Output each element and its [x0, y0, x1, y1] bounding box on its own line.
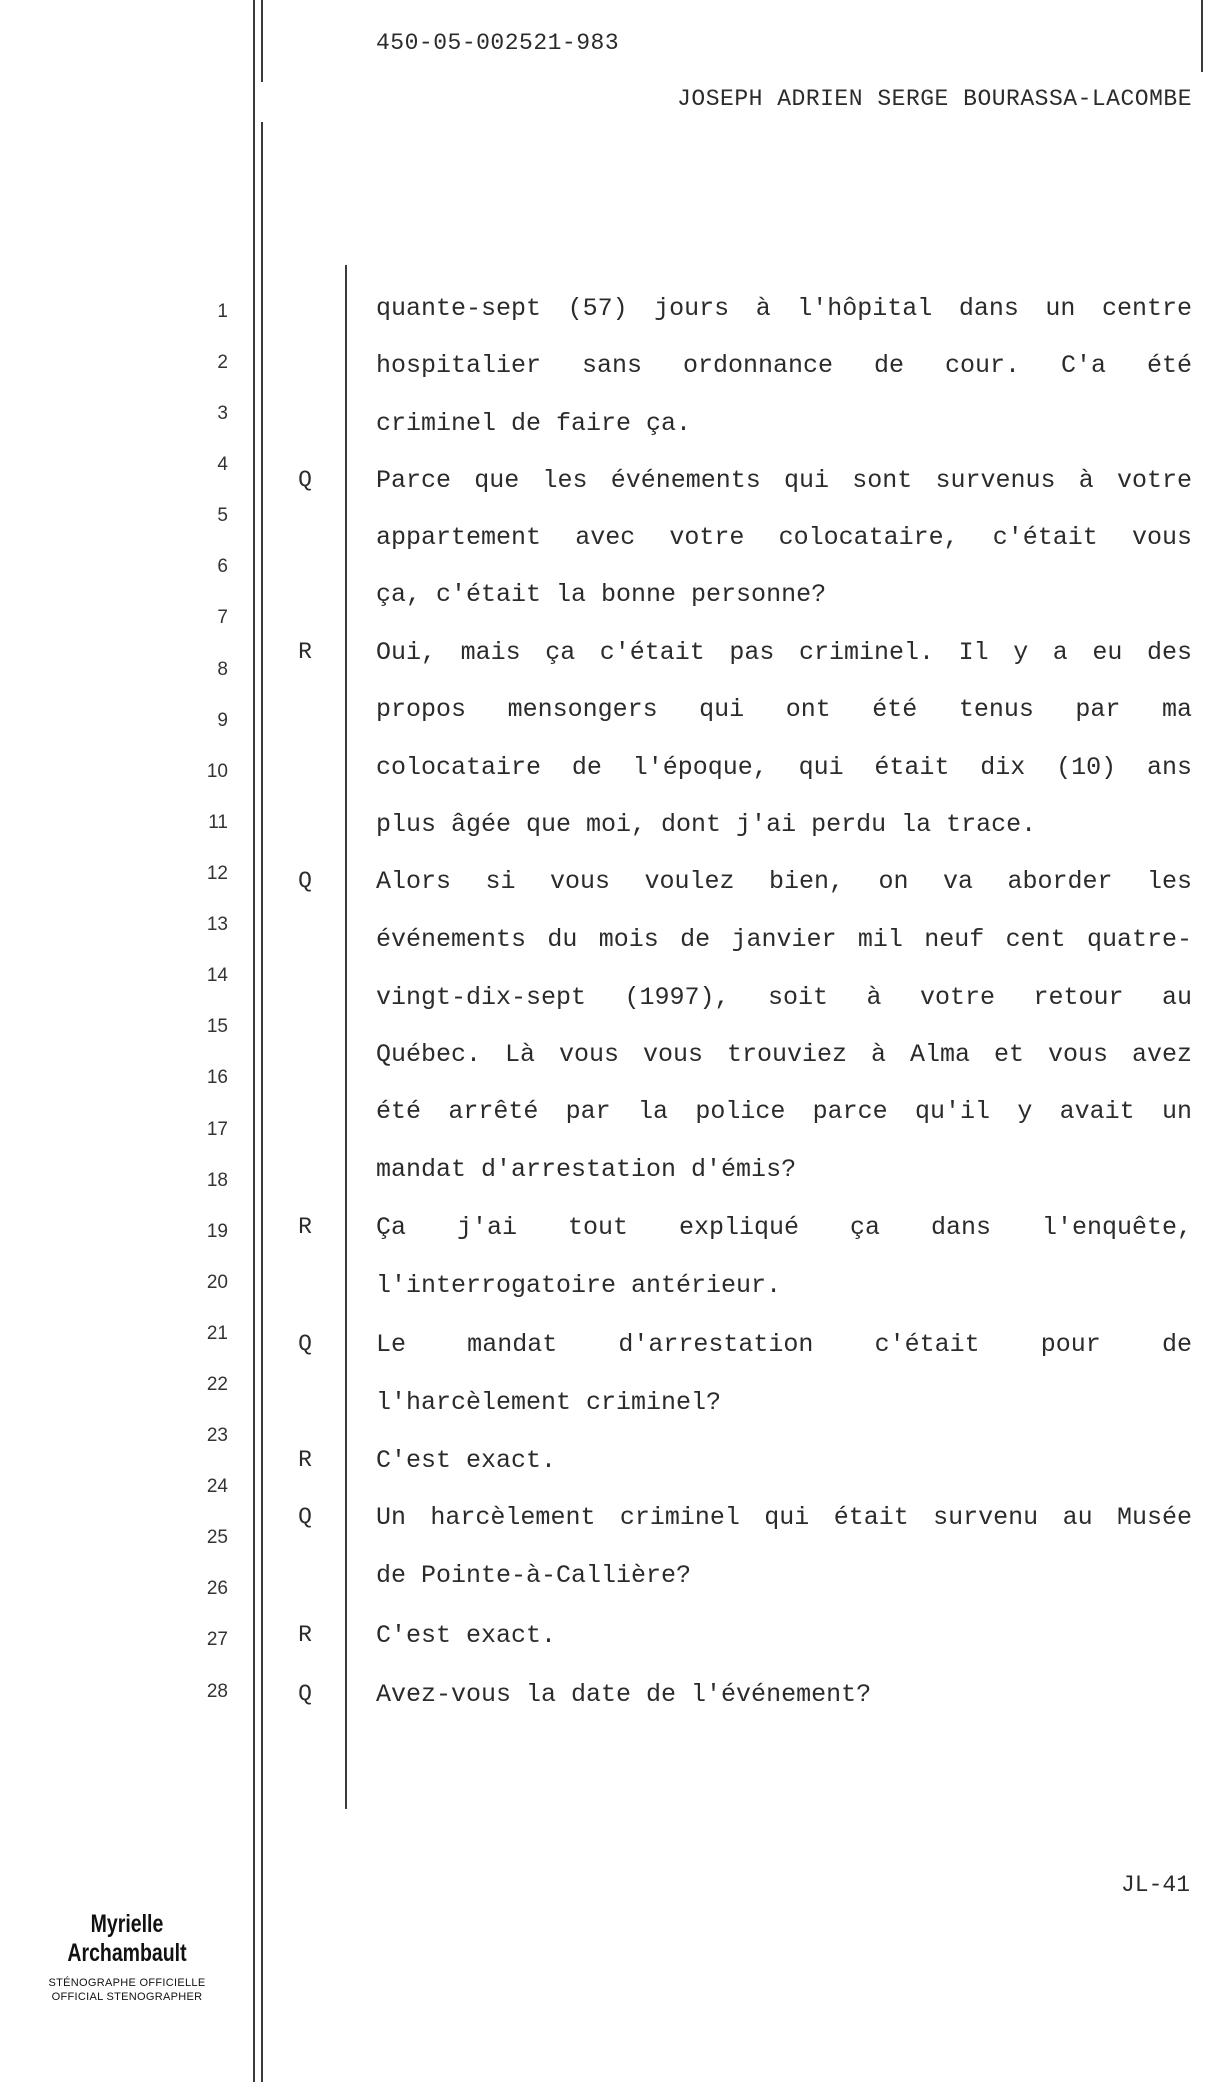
transcript-line: événements du mois de janvier mil neuf cent quatre-	[376, 925, 1192, 954]
line-number: 7	[217, 607, 228, 628]
line-number: 3	[217, 403, 228, 424]
line-number: 17	[206, 1119, 228, 1140]
transcript-line: mandat d'arrestation d'émis?	[376, 1155, 797, 1184]
transcript-line: quante-sept (57) jours à l'hôpital dans un centre	[376, 294, 1192, 323]
speaker-label-question: Q	[298, 467, 312, 493]
transcript-line: appartement avec votre colocataire, c'était vous	[376, 523, 1192, 552]
stenographer-title-fr: STÉNOGRAPHE OFFICIELLE	[48, 1977, 206, 1989]
speaker-label-question: Q	[298, 868, 312, 894]
speaker-label-question: Q	[298, 1681, 312, 1707]
transcript-line: hospitalier sans ordonnance de cour. C'a été	[376, 351, 1192, 380]
transcript-line: colocataire de l'époque, qui était dix (10) ans	[376, 753, 1192, 782]
transcript-line: de Pointe-à-Callière?	[376, 1561, 692, 1590]
line-number: 5	[217, 505, 228, 526]
line-number: 27	[206, 1629, 228, 1650]
stenographer-name: Myrielle Archambault	[67, 1910, 187, 1967]
line-number: 23	[206, 1425, 228, 1446]
line-number: 1	[217, 301, 228, 322]
transcript-line: Avez-vous la date de l'événement?	[376, 1680, 872, 1709]
transcript-line: plus âgée que moi, dont j'ai perdu la trace.	[376, 810, 1037, 839]
line-number: 8	[217, 659, 228, 680]
line-number: 10	[206, 761, 228, 782]
transcript-line: ça, c'était la bonne personne?	[376, 580, 827, 609]
transcript-line: l'interrogatoire antérieur.	[376, 1271, 782, 1300]
line-number: 14	[206, 965, 228, 986]
speaker-label-answer: R	[298, 639, 312, 665]
transcript-line: été arrêté par la police parce qu'il y avait un	[376, 1097, 1192, 1126]
line-number: 9	[217, 710, 228, 731]
line-number: 16	[206, 1067, 228, 1088]
line-number: 15	[206, 1016, 228, 1037]
file-number: 450-05-002521-983	[376, 30, 620, 56]
line-number: 22	[206, 1374, 228, 1395]
transcript-line: Un harcèlement criminel qui était survenu au Musée	[376, 1503, 1192, 1532]
stenographer-stamp	[14, 1910, 240, 2004]
transcript-line: l'harcèlement criminel?	[376, 1388, 722, 1417]
transcript-line: C'est exact.	[376, 1446, 557, 1475]
speaker-label-question: Q	[298, 1504, 312, 1530]
line-number: 21	[206, 1323, 228, 1344]
transcript-line: vingt-dix-sept (1997), soit à votre retour au	[376, 983, 1192, 1012]
line-number: 6	[217, 556, 228, 577]
transcript-line: Parce que les événements qui sont survenus à votre	[376, 466, 1192, 495]
page-id: JL-41	[1120, 1872, 1190, 1898]
transcript-line: C'est exact.	[376, 1621, 557, 1650]
speaker-label-answer: R	[298, 1447, 312, 1473]
right-edge-line	[1201, 0, 1203, 72]
witness-name: JOSEPH ADRIEN SERGE BOURASSA-LACOMBE	[677, 86, 1192, 112]
speaker-label-answer: R	[298, 1214, 312, 1240]
transcript-line: Québec. Là vous vous trouviez à Alma et vous avez	[376, 1040, 1192, 1069]
line-number: 20	[206, 1272, 228, 1293]
transcript-line: Alors si vous voulez bien, on va aborder les	[376, 867, 1192, 896]
transcript-line: Le mandat d'arrestation c'était pour de	[376, 1330, 1192, 1359]
transcript-line: propos mensongers qui ont été tenus par ma	[376, 695, 1192, 724]
line-number: 24	[206, 1476, 228, 1497]
line-number: 18	[206, 1170, 228, 1191]
line-number: 12	[206, 863, 228, 884]
transcript-line: Oui, mais ça c'était pas criminel. Il y a eu des	[376, 638, 1192, 667]
transcript-line: Ça j'ai tout expliqué ça dans l'enquête,	[376, 1213, 1192, 1242]
left-margin-line-inner	[261, 122, 263, 2082]
line-number: 4	[217, 454, 228, 475]
left-margin-line-inner	[261, 0, 263, 82]
text-column-line	[345, 265, 347, 1809]
line-number: 11	[208, 812, 228, 833]
line-number: 25	[206, 1527, 228, 1548]
speaker-label-answer: R	[298, 1622, 312, 1648]
line-number: 13	[206, 914, 228, 935]
line-number: 26	[206, 1578, 228, 1599]
line-number: 28	[206, 1681, 228, 1702]
line-number: 19	[206, 1221, 228, 1242]
speaker-label-question: Q	[298, 1331, 312, 1357]
transcript-line: criminel de faire ça.	[376, 409, 692, 438]
line-number: 2	[217, 352, 228, 373]
left-margin-line-outer	[253, 0, 255, 2082]
stenographer-title-en: OFFICIAL STENOGRAPHER	[51, 1991, 203, 2003]
